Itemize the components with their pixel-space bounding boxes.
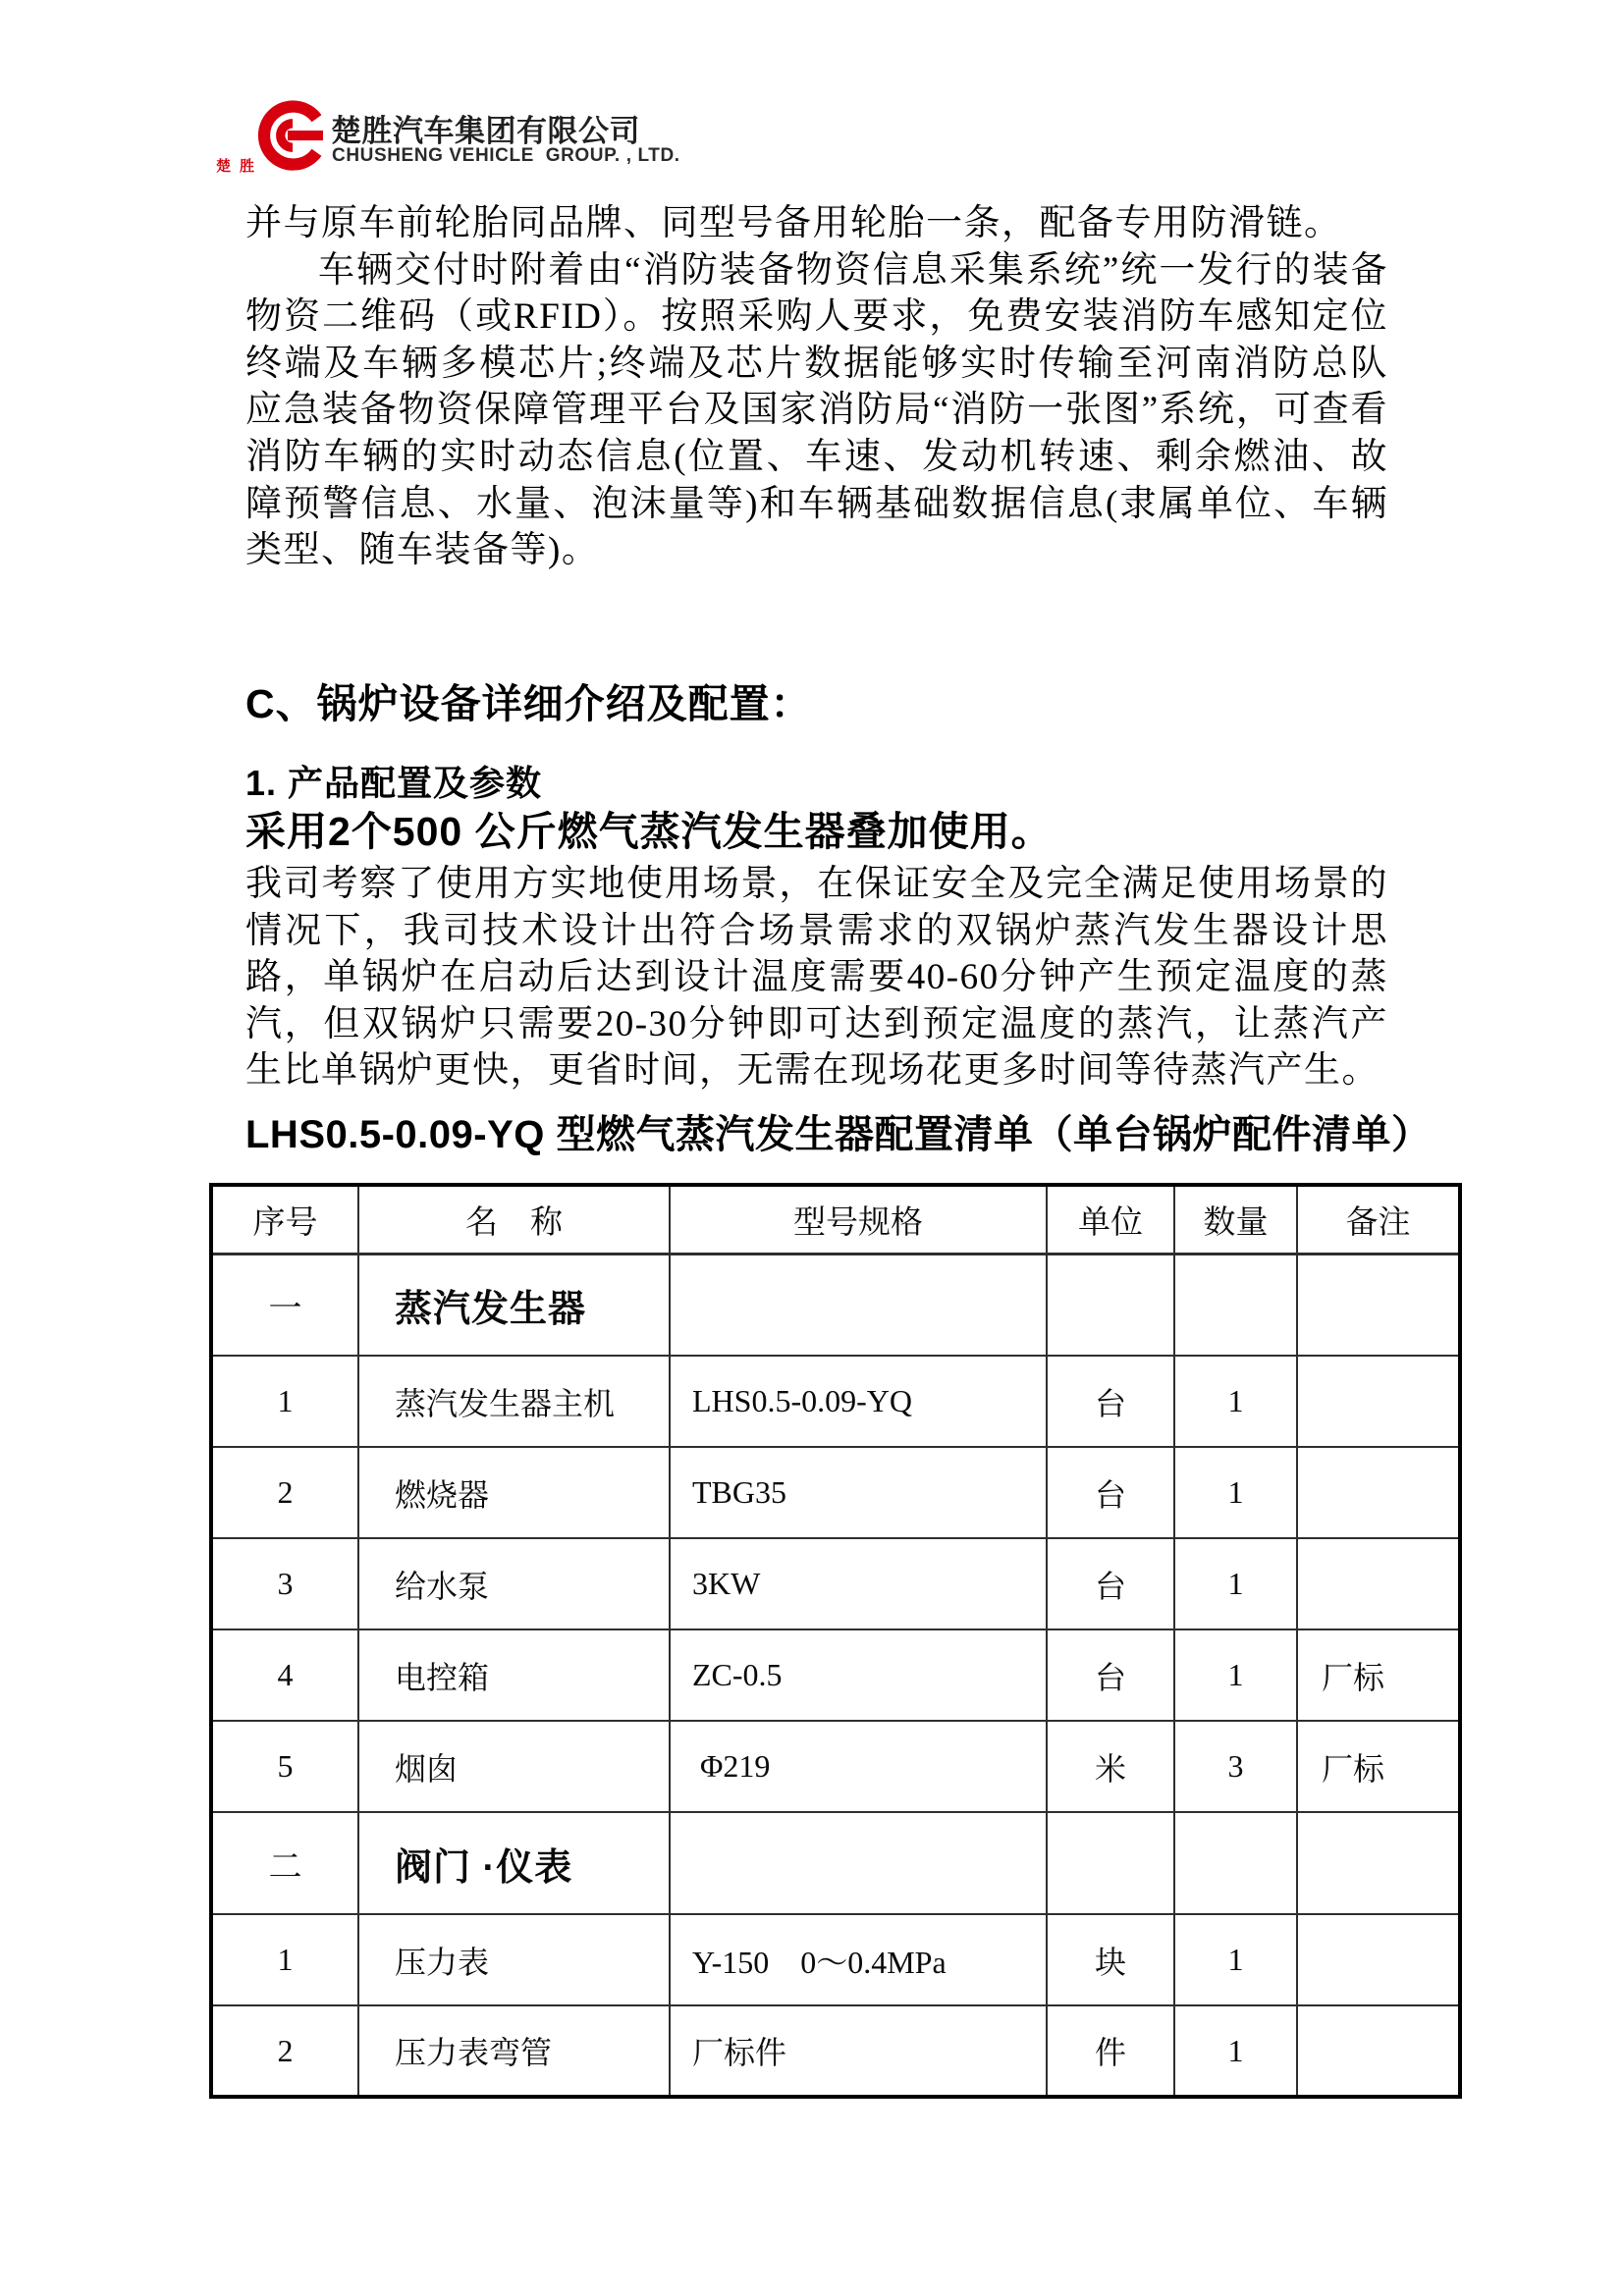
header-name: 名 称 (358, 1185, 670, 1254)
cell-unit: 台 (1047, 1629, 1174, 1721)
header-unit: 单位 (1047, 1185, 1174, 1254)
cell-name: 烟囱 (358, 1721, 670, 1812)
cell-spec: ZC-0.5 (670, 1629, 1047, 1721)
cell-note: 厂标 (1297, 1629, 1460, 1721)
cell-spec: 厂标件 (670, 2005, 1047, 2097)
heading-bold-statement: 采用2个500 公斤燃气蒸汽发生器叠加使用。 (245, 809, 1053, 854)
cell-name: 阀门 ·仪表 (358, 1812, 670, 1914)
cell-note (1297, 2005, 1460, 2097)
table-row (211, 1254, 1460, 1356)
cell-qty: 1 (1174, 1447, 1297, 1538)
header-note: 备注 (1297, 1185, 1460, 1254)
cell-spec: LHS0.5-0.09-YQ (670, 1356, 1047, 1447)
cell-unit: 台 (1047, 1447, 1174, 1538)
cell-qty (1174, 1254, 1297, 1356)
cell-spec: TBG35 (670, 1447, 1047, 1538)
cell-qty: 3 (1174, 1721, 1297, 1812)
cell-name: 蒸汽发生器 (358, 1254, 670, 1356)
cell-index: 1 (211, 1914, 358, 2005)
cell-spec: Y-150 0～0.4MPa (670, 1914, 1047, 2005)
cell-qty (1174, 1812, 1297, 1914)
cell-spec: 3KW (670, 1538, 1047, 1629)
cell-index: 2 (211, 1447, 358, 1538)
cell-unit (1047, 1254, 1174, 1356)
config-table-container (209, 1183, 1462, 2099)
cell-qty: 1 (1174, 1629, 1297, 1721)
cell-index: 2 (211, 2005, 358, 2097)
heading-product-config: 1. 产品配置及参数 (245, 763, 543, 803)
cell-spec (670, 1254, 1047, 1356)
table-row (211, 2005, 1460, 2097)
cell-qty: 1 (1174, 1538, 1297, 1629)
logo-bar (288, 131, 323, 140)
cell-note (1297, 1914, 1460, 2005)
cell-qty: 1 (1174, 2005, 1297, 2097)
paragraph-delivery: 车辆交付时附着由“消防装备物资信息采集系统”统一发行的装备物资二维码（或RFID）。按照采购人要求，免费安装消防车感知定位终端及车辆多模芯片;终端及芯片数据能够实时传输至河南消防总队应急装备物资保障管理平台及国家消防局“消防一张图”系统，可查看消防车辆的实时动态信息(位置、车速、发动机转速、剩余燃油、故障预警信息、水量、泡沫量等)和车辆基础数据信息(隶属单位、车辆类型、随车装备等)。 (245, 249, 1388, 571)
cell-note (1297, 1356, 1460, 1447)
cell-spec: Φ219 (670, 1721, 1047, 1812)
cell-name: 压力表弯管 (358, 2005, 670, 2097)
config-table (209, 1183, 1462, 2099)
table-header-row (211, 1185, 1460, 1254)
company-name-cn: 楚胜汽车集团有限公司 (331, 114, 640, 148)
cell-unit: 米 (1047, 1721, 1174, 1812)
cell-name: 压力表 (358, 1914, 670, 2005)
cell-index: 一 (211, 1254, 358, 1356)
cell-name: 给水泵 (358, 1538, 670, 1629)
cell-unit: 块 (1047, 1914, 1174, 2005)
cell-index: 3 (211, 1538, 358, 1629)
cell-index: 二 (211, 1812, 358, 1914)
table-row (211, 1812, 1460, 1914)
cell-qty: 1 (1174, 1356, 1297, 1447)
table-row (211, 1721, 1460, 1812)
table-row (211, 1356, 1460, 1447)
cell-index: 5 (211, 1721, 358, 1812)
cell-unit: 台 (1047, 1356, 1174, 1447)
logo-seal-text: 楚胜 (216, 159, 264, 175)
table-row (211, 1914, 1460, 2005)
cell-index: 1 (211, 1356, 358, 1447)
cell-unit: 件 (1047, 2005, 1174, 2097)
cell-note: 厂标 (1297, 1721, 1460, 1812)
cell-name: 电控箱 (358, 1629, 670, 1721)
company-name-en: CHUSHENG VEHICLE GROUP. , LTD. (332, 145, 680, 166)
heading-section-c: C、锅炉设备详细介绍及配置： (245, 681, 812, 726)
cell-note (1297, 1254, 1460, 1356)
header-spec: 型号规格 (670, 1185, 1047, 1254)
header-qty: 数量 (1174, 1185, 1297, 1254)
cell-spec (670, 1812, 1047, 1914)
table-row (211, 1629, 1460, 1721)
cell-name: 蒸汽发生器主机 (358, 1356, 670, 1447)
cell-qty: 1 (1174, 1914, 1297, 2005)
header-index: 序号 (211, 1185, 358, 1254)
table-row (211, 1447, 1460, 1538)
cell-note (1297, 1538, 1460, 1629)
table-title: LHS0.5-0.09-YQ 型燃气蒸汽发生器配置清单（单台锅炉配件清单） (245, 1113, 1432, 1156)
cell-index: 4 (211, 1629, 358, 1721)
cell-unit (1047, 1812, 1174, 1914)
cell-name: 燃烧器 (358, 1447, 670, 1538)
cell-note (1297, 1812, 1460, 1914)
cell-note (1297, 1447, 1460, 1538)
design-paragraph: 我司考察了使用方实地使用场景，在保证安全及完全满足使用场景的情况下，我司技术设计出符合场景需求的双锅炉蒸汽发生器设计思路，单锅炉在启动后达到设计温度需要40-60分钟产生预定温度的蒸汽，但双锅炉只需要20-30分钟即可达到预定温度的蒸汽，让蒸汽产生比单锅炉更快，更省时间，无需在现场花更多时间等待蒸汽产生。 (245, 864, 1388, 1092)
paragraph-tire: 并与原车前轮胎同品牌、同型号备用轮胎一条，配备专用防滑链。 (245, 203, 1342, 243)
table-row (211, 1538, 1460, 1629)
intro-paragraphs (245, 200, 1388, 574)
cell-unit: 台 (1047, 1538, 1174, 1629)
